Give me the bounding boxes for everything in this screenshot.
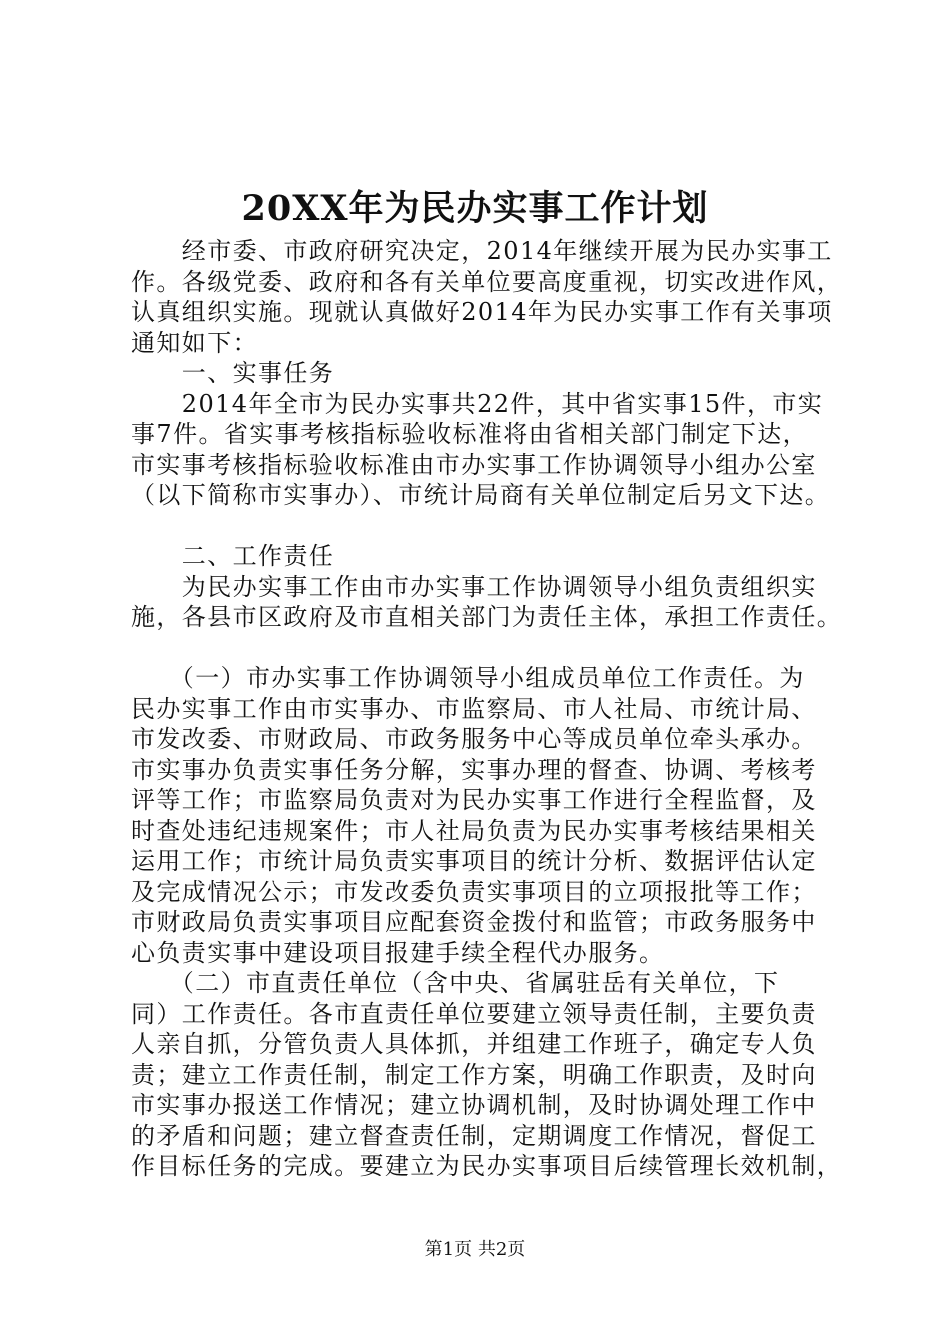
text-line: 认真组织实施。现就认真做好2014年为民办实事工作有关事项	[131, 298, 833, 326]
text-line: 二、工作责任	[131, 542, 335, 570]
document-body	[131, 236, 851, 1182]
text-line: 通知如下：	[131, 328, 258, 357]
text-line: 运用工作；市统计局负责实事项目的统计分析、数据评估认定	[131, 847, 817, 875]
text-line: 民办实事工作由市实事办、市监察局、市人社局、市统计局、	[131, 694, 817, 723]
blank-line	[131, 511, 851, 542]
text-line: 市财政局负责实事项目应配套资金拨付和监管；市政务服务中	[131, 908, 817, 936]
text-line: 心负责实事中建设项目报建手续全程代办服务。	[131, 938, 665, 967]
text-line: 市实事办负责实事任务分解，实事办理的督查、协调、考核考	[131, 755, 817, 784]
blank-line	[131, 633, 851, 664]
document-title: 20XX年为民办实事工作计划	[241, 188, 709, 229]
page-footer: 第1页 共2页	[424, 1239, 526, 1260]
text-line: 人亲自抓，分管负责人具体抓，并组建工作班子，确定专人负	[131, 1030, 817, 1058]
text-line: （二）市直责任单位（含中央、省属驻岳有关单位，下	[131, 969, 780, 997]
text-line: 事7件。省实事考核指标验收标准将由省相关部门制定下达，	[131, 420, 809, 448]
text-line: 施，各县市区政府及市直相关部门为责任主体，承担工作责任。	[131, 603, 843, 631]
text-line: 作。各级党委、政府和各有关单位要高度重视，切实改进作风，	[131, 267, 843, 296]
text-line: 评等工作；市监察局负责对为民办实事工作进行全程监督，及	[131, 786, 817, 814]
text-line: 的矛盾和问题；建立督查责任制，定期调度工作情况，督促工	[131, 1121, 817, 1150]
text-line: 2014年全市为民办实事共22件，其中省实事15件，市实	[131, 389, 824, 418]
text-line: 一、实事任务	[131, 359, 335, 387]
text-line: 责；建立工作责任制，制定工作方案，明确工作职责，及时向	[131, 1060, 817, 1089]
text-line: 经市委、市政府研究决定，2014年继续开展为民办实事工	[131, 237, 833, 265]
text-line: 及完成情况公示；市发改委负责实事项目的立项报批等工作；	[131, 877, 817, 906]
text-line: 为民办实事工作由市办实事工作协调领导小组负责组织实	[131, 572, 817, 601]
text-line: 市实事办报送工作情况；建立协调机制，及时协调处理工作中	[131, 1091, 817, 1119]
text-line: 同）工作责任。各市直责任单位要建立领导责任制，主要负责	[131, 999, 817, 1028]
text-line: 市发改委、市财政局、市政务服务中心等成员单位牵头承办。	[131, 725, 817, 753]
text-line: 时查处违纪违规案件；市人社局负责为民办实事考核结果相关	[131, 816, 817, 845]
text-line: （以下简称市实事办）、市统计局商有关单位制定后另文下达。	[131, 481, 831, 509]
text-line: 作目标任务的完成。要建立为民办实事项目后续管理长效机制，	[131, 1152, 843, 1180]
text-line: 市实事考核指标验收标准由市办实事工作协调领导小组办公室	[131, 450, 817, 479]
text-line: （一）市办实事工作协调领导小组成员单位工作责任。为	[131, 664, 805, 692]
